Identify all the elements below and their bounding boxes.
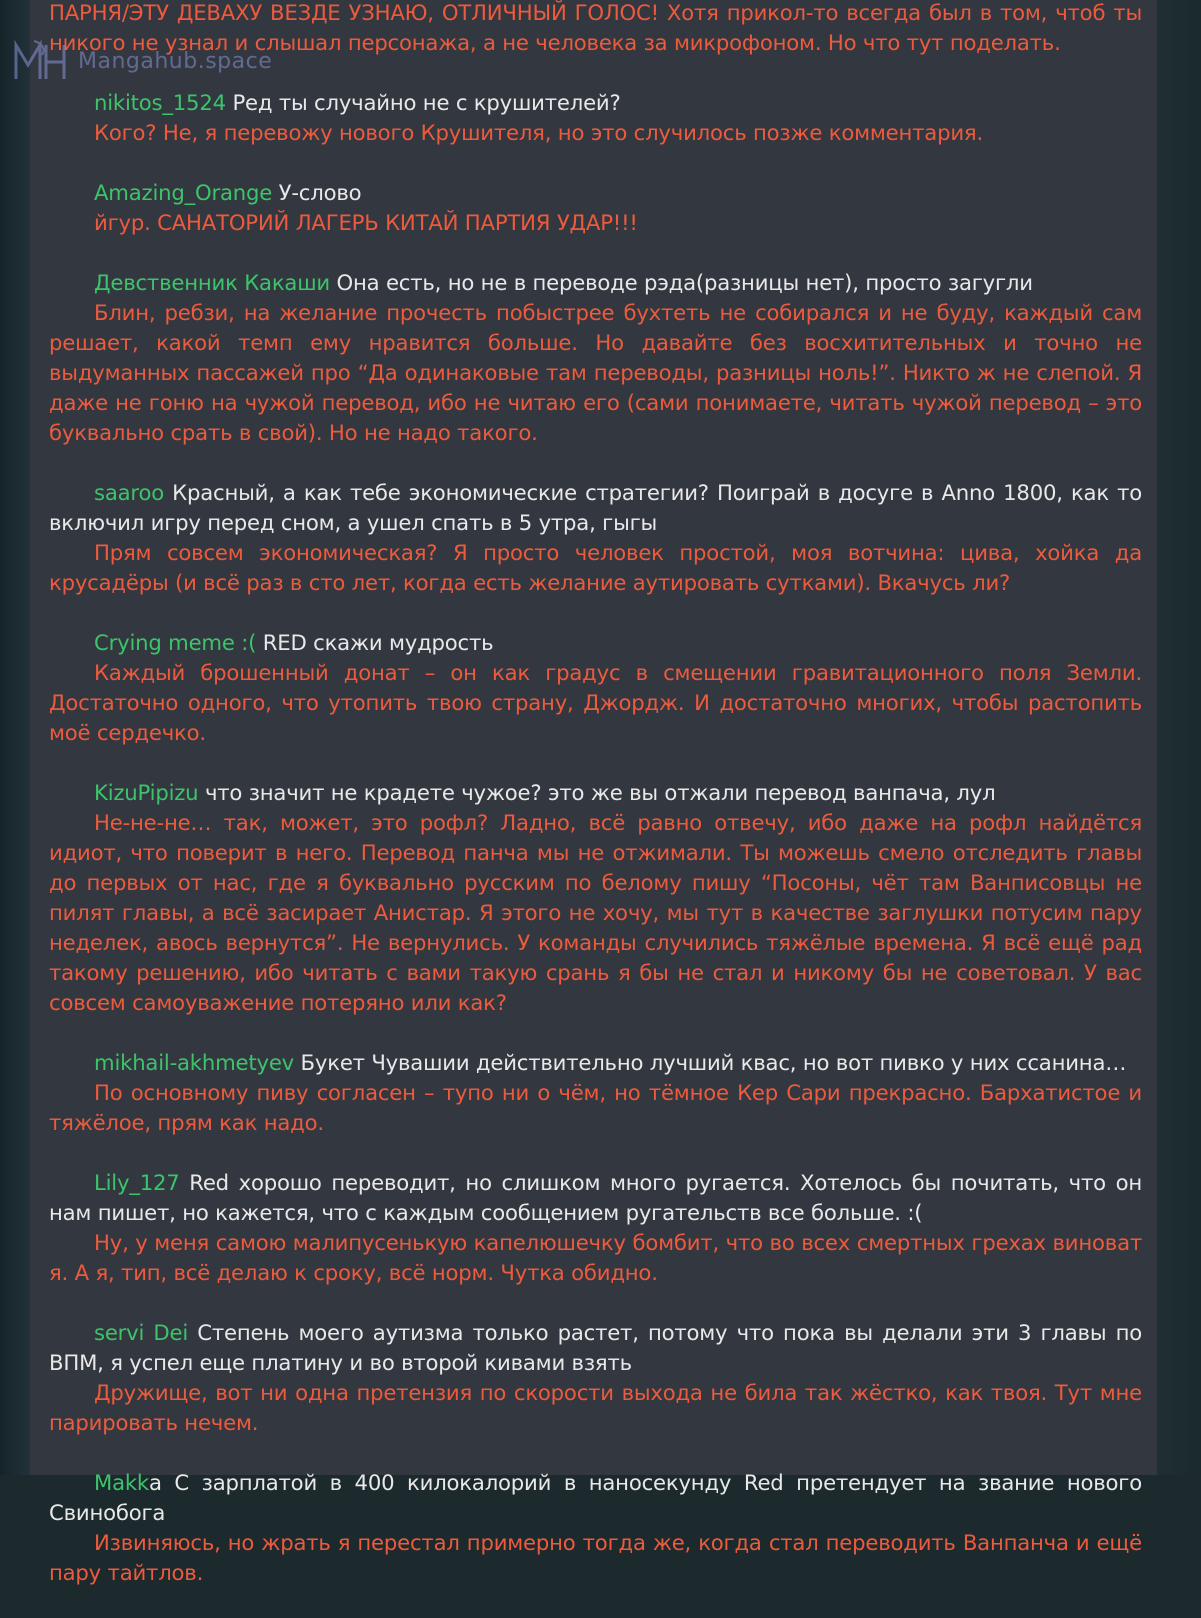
comment-question xyxy=(49,628,1142,658)
comment-text: У-слово xyxy=(272,180,362,205)
comment-username: mikhail-akhmetyev xyxy=(94,1050,295,1075)
comment-reply: Кого? Не, я перевожу нового Крушителя, но это случилось позже комментария. xyxy=(94,120,983,145)
comment-block xyxy=(49,1048,1142,1138)
comment-question xyxy=(49,178,1142,208)
comment-reply: Блин, ребзи, на желание прочесть побыстрее бухтеть не собирался и не буду, каждый сам решает, какой темп ему нравится больше. Но давайте без восхитительных и точно не выдуманных пассажей про “Да одинаковые там переводы, разницы ноль!”. Никто ж не слепой. Я даже не гоню на чужой перевод, ибо не читаю его (сами понимаете, читать чужой перевод – это буквально срать в свой). Но не надо такого. xyxy=(49,300,1142,445)
comment-reply: йгур. САНАТОРИЙ ЛАГЕРЬ КИТАЙ ПАРТИЯ УДАР!!! xyxy=(94,210,638,235)
comment-text: что значит не крадете чужое? это же вы отжали перевод ванпача, лул xyxy=(198,780,996,805)
comment-reply: Извиняюсь, но жрать я перестал примерно тогда же, когда стал переводить Ванпанча и ещё пару тайтлов. xyxy=(49,1530,1142,1585)
comment-username: Crying meme :( xyxy=(94,630,257,655)
lead-answer: ПАРНЯ/ЭТУ ДЕВАХУ ВЕЗДЕ УЗНАЮ, ОТЛИЧНЫЙ ГОЛОС! Хотя прикол-то всегда был в том, чтоб ты никого не узнал и слышал персонажа, а не человека за микрофоном. Но что тут поделать. xyxy=(49,0,1142,55)
comment-username: Makk xyxy=(94,1470,150,1495)
comment-text: Степень моего аутизма только растет, потому что пока вы делали эти 3 главы по ВПМ, я успел еще платину и во второй кивами взять xyxy=(49,1320,1143,1375)
comment-username: saaroo xyxy=(94,480,164,505)
comment-reply: Не-не-не… так, может, это рофл? Ладно, всё равно отвечу, ибо даже на рофл найдётся идиот, что поверит в него. Перевод панча мы не отжимали. Ты можешь смело отследить главы до первых от нас, где я буквально русским по белому пишу “Посоны, чёт там Ванписовцы не пилят главы, а всё засирает Анистар. Я этого не хочу, мы тут в качестве заглушки потусим пару неделек, авось вернутся”. Не вернулись. У команды случились тяжёлые времена. Я всё ещё рад такому решению, ибо читать с вами такую срань я бы не стал и никому бы не советовал. У вас совсем самоуважение потеряно или как? xyxy=(49,810,1142,1015)
comment-reply: Ну, у меня самою малипусенькую капелюшечку бомбит, что во всех смертных грехах виноват я. А я, тип, всё делаю к сроку, всё норм. Чутка обидно. xyxy=(49,1230,1142,1285)
comment-text: Букет Чувашии действительно лучший квас, но вот пивко у них ссанина… xyxy=(294,1050,1127,1075)
comment-question xyxy=(49,88,1142,118)
comment-block xyxy=(49,1468,1142,1588)
comment-block xyxy=(49,88,1142,148)
comments-panel xyxy=(30,0,1157,1585)
comment-username: Lily_127 xyxy=(94,1170,180,1195)
comment-block xyxy=(49,478,1142,598)
comment-question xyxy=(49,1318,1142,1378)
comment-question xyxy=(49,268,1142,298)
comment-reply: Прям совсем экономическая? Я просто человек простой, моя вотчина: цива, хойка да крусадёры (и всё раз в сто лет, когда есть желание аутировать сутками). Вкачусь ли? xyxy=(49,540,1142,595)
comment-text: Она есть, но не в переводе рэда(разницы нет), просто загугли xyxy=(329,270,1033,295)
right-backdrop xyxy=(1157,0,1201,1475)
comment-block xyxy=(49,1318,1142,1438)
watermark-text: Mangahub.space xyxy=(78,48,273,74)
comment-question xyxy=(49,1048,1142,1078)
comment-question xyxy=(49,1468,1142,1528)
comment-text: а С зарплатой в 400 килокалорий в наносекунду Red претендует на звание нового Свинобога xyxy=(49,1470,1142,1525)
comment-reply: По основному пиву согласен – тупо ни о чём, но тёмное Кер Сари прекрасно. Бархатистое и тяжёлое, прям как надо. xyxy=(49,1080,1142,1135)
comment-block xyxy=(49,268,1142,448)
comment-text: Red хорошо переводит, но слишком много ругается. Хотелось бы почитать, что он нам пишет, но кажется, что с каждым сообщением ругательств все больше. :( xyxy=(49,1170,1142,1225)
comment-block xyxy=(49,178,1142,238)
comment-text: RED скажи мудрость xyxy=(256,630,494,655)
mh-logo-icon xyxy=(12,39,70,83)
comment-reply: Каждый брошенный донат – он как градус в смещении гравитационного поля Земли. Достаточно одного, что утопить твою страну, Джордж. И достаточно многих, чтобы растопить моё сердечко. xyxy=(49,660,1142,745)
watermark xyxy=(12,38,272,84)
comment-text: Ред ты случайно не с крушителей? xyxy=(225,90,621,115)
comments-text xyxy=(49,0,1142,1618)
comment-username: KizuPipizu xyxy=(94,780,199,805)
comment-block xyxy=(49,1168,1142,1288)
comment-block xyxy=(49,778,1142,1018)
comment-username: Amazing_Orange xyxy=(94,180,273,205)
left-backdrop xyxy=(0,0,30,1475)
comment-question xyxy=(49,478,1142,538)
comment-question xyxy=(49,1168,1142,1228)
comment-question xyxy=(49,778,1142,808)
comment-username: Девственник Какаши xyxy=(94,270,330,295)
comment-text: Красный, а как тебе экономические стратегии? Поиграй в досуге в Anno 1800, как то включил игру перед сном, а ушел спать в 5 утра, гыгы xyxy=(49,480,1142,535)
comment-username: servi Dei xyxy=(94,1320,189,1345)
comment-username: nikitos_1524 xyxy=(94,90,226,115)
comment-block xyxy=(49,628,1142,748)
comment-reply: Дружище, вот ни одна претензия по скорости выхода не била так жёстко, как твоя. Тут мне парировать нечем. xyxy=(49,1380,1142,1435)
